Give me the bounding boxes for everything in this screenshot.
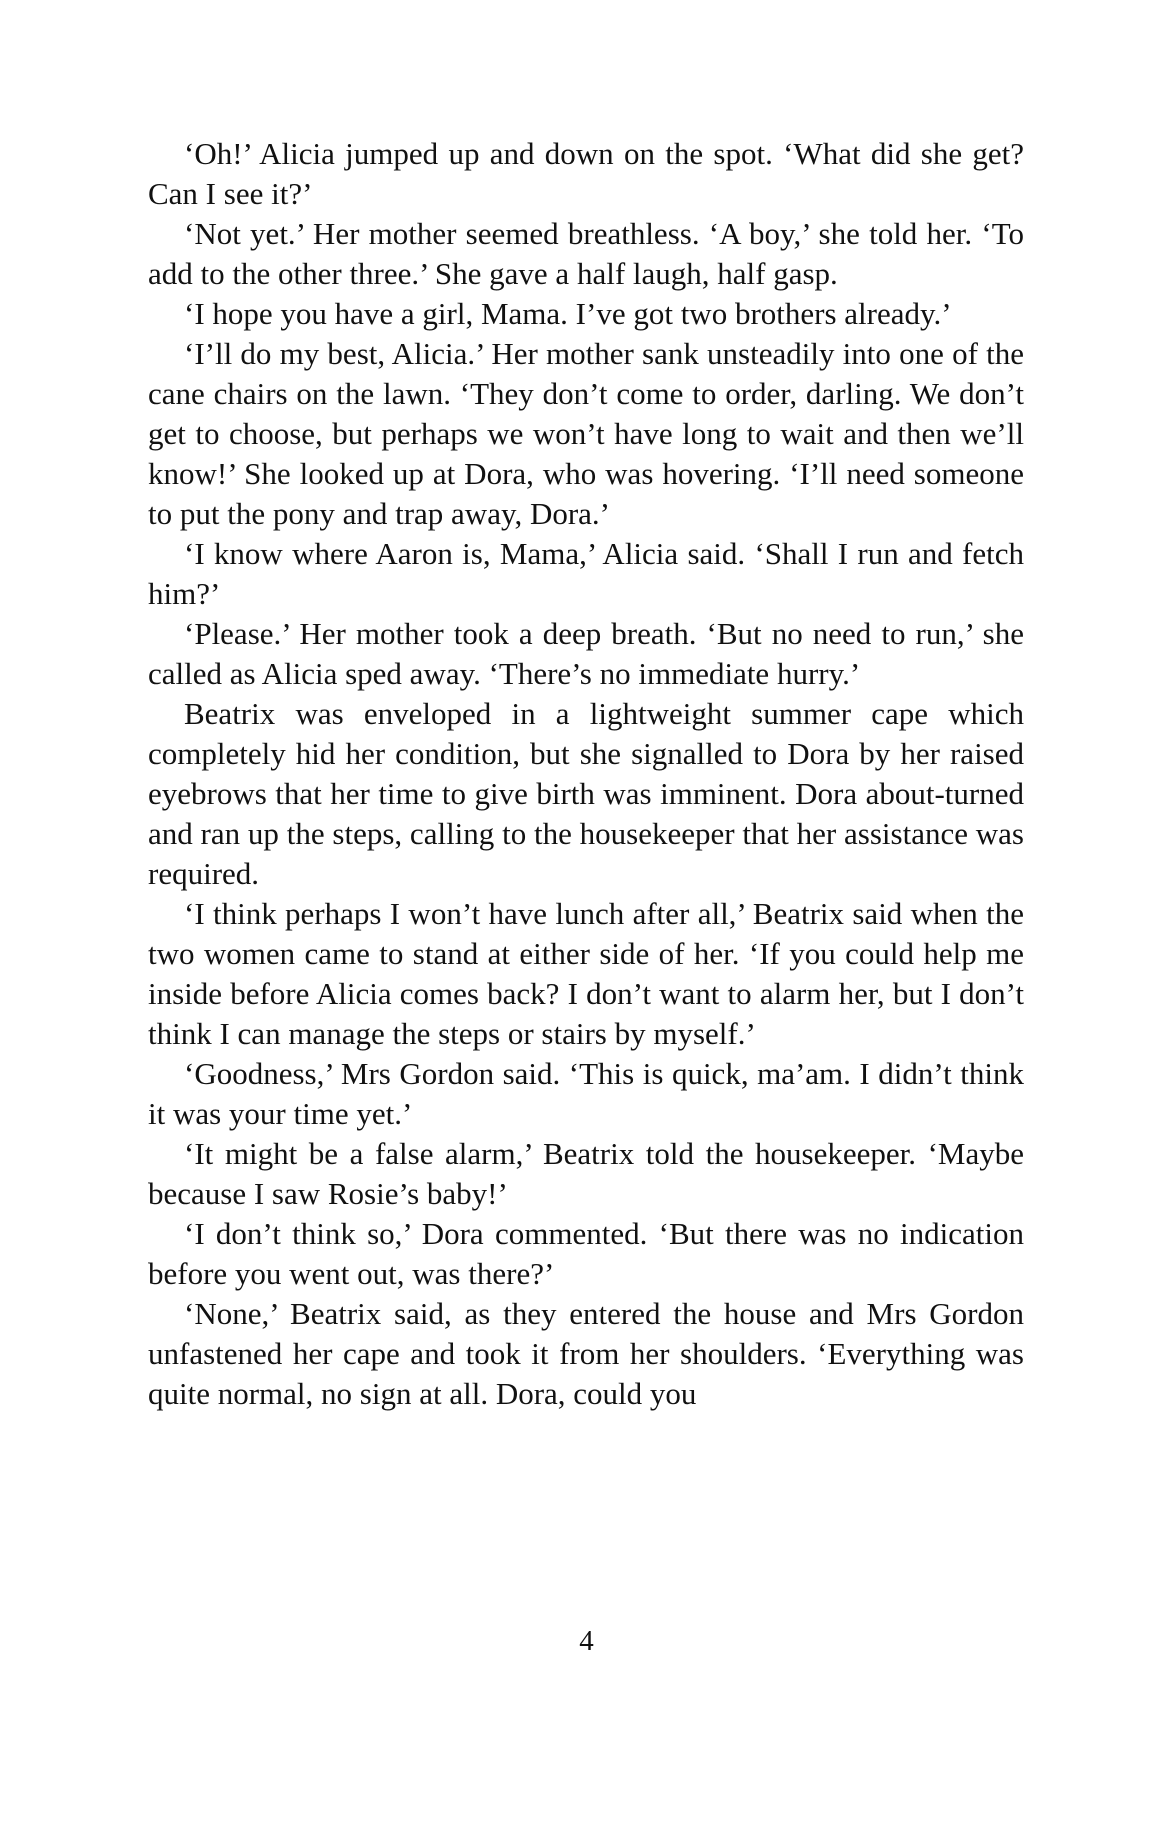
body-text [148, 134, 1024, 1414]
paragraph: ‘I don’t think so,’ Dora commented. ‘But there was no indication before you went out, was there?’ [148, 1216, 1024, 1291]
paragraph: ‘Goodness,’ Mrs Gordon said. ‘This is quick, ma’am. I didn’t think it was your time yet.’ [148, 1056, 1024, 1131]
paragraph: ‘None,’ Beatrix said, as they entered the house and Mrs Gordon unfastened her cape and took it from her shoulders. ‘Everything was quite normal, no sign at all. Dora, could you [148, 1296, 1024, 1411]
paragraph: ‘It might be a false alarm,’ Beatrix told the housekeeper. ‘Maybe because I saw Rosie’s baby!’ [148, 1136, 1024, 1211]
paragraph: ‘I hope you have a girl, Mama. I’ve got two brothers already.’ [184, 296, 952, 331]
paragraph: ‘I’ll do my best, Alicia.’ Her mother sank unsteadily into one of the cane chairs on the lawn. ‘They don’t come to order, darling. We don’t get to choose, but perhaps we won’t have long to wait and then we’ll know!’ She looked up at Dora, who was hovering. ‘I’ll need someone to put the pony and trap away, Dora.’ [148, 336, 1024, 531]
page-number: 4 [579, 1625, 594, 1657]
paragraph: ‘Not yet.’ Her mother seemed breathless. ‘A boy,’ she told her. ‘To add to the other three.’ She gave a half laugh, half gasp. [148, 216, 1024, 291]
paragraph: ‘I know where Aaron is, Mama,’ Alicia said. ‘Shall I run and fetch him?’ [148, 536, 1024, 611]
paragraph: Beatrix was enveloped in a lightweight summer cape which completely hid her condition, but she signalled to Dora by her raised eyebrows that her time to give birth was imminent. Dora about-turned and ran up the steps, calling to the housekeeper that her assistance was required. [148, 696, 1024, 891]
paragraph: ‘Please.’ Her mother took a deep breath. ‘But no need to run,’ she called as Alicia sped away. ‘There’s no immediate hurry.’ [148, 616, 1024, 691]
paragraph: ‘I think perhaps I won’t have lunch after all,’ Beatrix said when the two women came to stand at either side of her. ‘If you could help me inside before Alicia comes back? I don’t want to alarm her, but I don’t think I can manage the steps or stairs by myself.’ [148, 896, 1024, 1051]
paragraph: ‘Oh!’ Alicia jumped up and down on the spot. ‘What did she get? Can I see it?’ [148, 136, 1024, 211]
